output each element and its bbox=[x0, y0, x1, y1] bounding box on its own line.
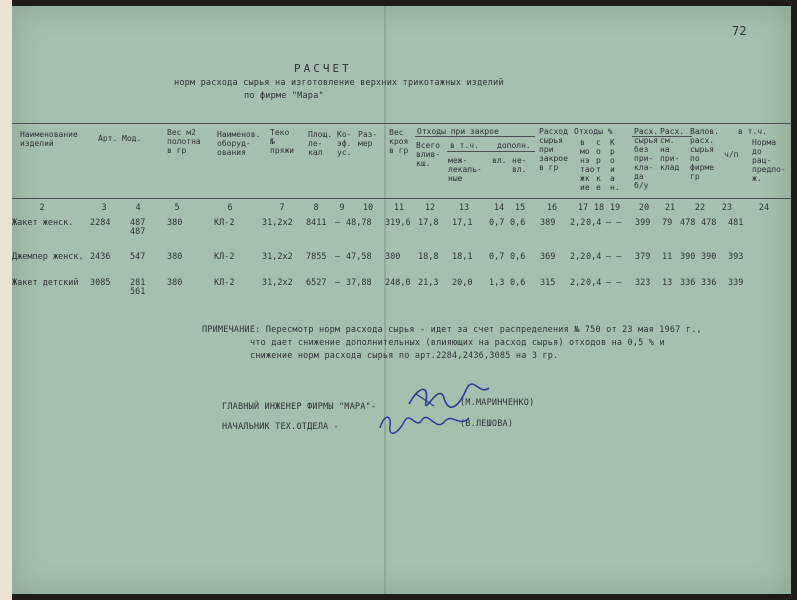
table-cell-mod: 487 bbox=[130, 227, 146, 237]
table-cell-name: Жакет детский bbox=[12, 278, 79, 288]
table-cell-c20: 379 bbox=[635, 252, 651, 262]
header-waste-sub-b: с о р т к е bbox=[596, 138, 601, 192]
table-cell-c16: 315 bbox=[540, 278, 556, 288]
table-cell-c24: 393 bbox=[728, 252, 744, 262]
header-art: Арт. bbox=[98, 134, 118, 143]
header-valov: Валов. расх. сырья по фирме гр bbox=[690, 127, 719, 181]
table-cell-c12: 21,3 bbox=[418, 278, 439, 288]
signer-2-role: НАЧАЛЬНИК ТЕХ.ОТДЕЛА - bbox=[222, 422, 339, 432]
table-cell-c22: 478 bbox=[680, 218, 696, 228]
table-cell-weight: 380 bbox=[167, 218, 183, 228]
table-cell-c22: 390 bbox=[680, 252, 696, 262]
header-rasx-bez: Расх. сырья без при- кла- да б/у bbox=[634, 127, 659, 190]
column-number: 6 bbox=[227, 203, 233, 213]
table-cell-name: Жакет женск. bbox=[12, 218, 74, 228]
table-cell-c12: 17,8 bbox=[418, 218, 439, 228]
column-number: 20 bbox=[638, 203, 650, 213]
table-cell-equip: КЛ-2 bbox=[214, 252, 235, 262]
table-cell-equip: КЛ-2 bbox=[214, 218, 235, 228]
header-coef: Ко- эф. ус. bbox=[337, 130, 352, 157]
table-cell-c14: 0,7 bbox=[489, 252, 505, 262]
table-cell-c14: 0,7 bbox=[489, 218, 505, 228]
note-line-2: что дает снижение дополнительных (влияющих на расход сырья) отходов на 0,5 % и bbox=[250, 338, 665, 348]
signer-1-role: ГЛАВНЫЙ ИНЖЕНЕР ФИРМЫ "МАРА"- bbox=[222, 402, 377, 412]
document-sheet bbox=[12, 6, 791, 594]
table-header-rule bbox=[12, 198, 791, 199]
table-cell-c18: 0,4 bbox=[586, 252, 602, 262]
note-line-1: ПРИМЕЧАНИЕ: Пересмотр норм расхода сырья - идет за счет распределения № 750 от 23 мая 1967 г., bbox=[202, 325, 702, 335]
table-cell-weight: 380 bbox=[167, 252, 183, 262]
header-consumption: Расход сырья при закрое в гр bbox=[539, 127, 568, 172]
document-title: РАСЧЕТ bbox=[294, 62, 352, 75]
note-line-3: снижение норм расхода сырья по арт.2284,2436,3085 на 3 гр. bbox=[250, 351, 559, 361]
table-cell-cutw: 248,0 bbox=[385, 278, 411, 288]
table-cell-c15: 0,6 bbox=[510, 278, 526, 288]
table-cell-c12: 18,8 bbox=[418, 252, 439, 262]
table-cell-c21: 79 bbox=[662, 218, 673, 228]
header-name: Наименование изделий bbox=[20, 130, 78, 148]
table-cell-c20: 399 bbox=[635, 218, 651, 228]
table-cell-coef: – bbox=[335, 218, 341, 228]
column-number: 11 bbox=[393, 203, 405, 213]
table-cell-area: 6527 bbox=[306, 278, 327, 288]
table-cell-c16: 389 bbox=[540, 218, 556, 228]
column-number: 12 bbox=[424, 203, 436, 213]
table-cell-c24: 481 bbox=[728, 218, 744, 228]
table-cell-cutw: 300 bbox=[385, 252, 401, 262]
table-cell-c23: 390 bbox=[701, 252, 717, 262]
signer-2-name: (В.ЛЕШОВА) bbox=[460, 419, 514, 429]
column-number: 17 bbox=[577, 203, 589, 213]
table-cell-size: 47,58 bbox=[346, 252, 372, 262]
header-mezh: меж- лекаль- ные bbox=[448, 156, 482, 183]
table-cell-c24: 339 bbox=[728, 278, 744, 288]
fold-line bbox=[384, 6, 386, 594]
column-number: 19 bbox=[609, 203, 621, 213]
table-cell-c17: 2,2 bbox=[570, 278, 586, 288]
column-number: 16 bbox=[546, 203, 558, 213]
document-subtitle: норм расхода сырья на изготовление верхних трикотажных изделий bbox=[174, 78, 504, 88]
header-incl: в т.ч. bbox=[450, 141, 479, 150]
column-number: 24 bbox=[758, 203, 770, 213]
column-number: 8 bbox=[313, 203, 319, 213]
column-number: 7 bbox=[279, 203, 285, 213]
column-number: 23 bbox=[721, 203, 733, 213]
column-number: 15 bbox=[514, 203, 526, 213]
header-waste-cut: Отходы при закрое bbox=[417, 127, 499, 136]
page-mark: 72 bbox=[732, 24, 747, 38]
column-number: 18 bbox=[593, 203, 605, 213]
header-size: Раз- мер bbox=[358, 130, 378, 148]
column-number: 13 bbox=[458, 203, 470, 213]
header-rasx-sm: Расх. см. на при- клад bbox=[660, 127, 685, 172]
header-waste-pct: Отходы % bbox=[574, 127, 613, 136]
table-cell-cutw: 319,6 bbox=[385, 218, 411, 228]
table-cell-c21: 11 bbox=[662, 252, 673, 262]
table-cell-art: 2284 bbox=[90, 218, 111, 228]
table-cell-c18: 0,4 bbox=[586, 218, 602, 228]
header-weight: Вес м2 полотна в гр bbox=[167, 128, 201, 155]
table-cell-weight: 380 bbox=[167, 278, 183, 288]
signer-1-name: (М.МАРИНЧЕНКО) bbox=[460, 398, 535, 408]
table-cell-c17: 2,2 bbox=[570, 252, 586, 262]
page-edge bbox=[0, 0, 12, 600]
header-waste-sub-c: К р о и а н. bbox=[610, 138, 620, 192]
table-cell-area: 7855 bbox=[306, 252, 327, 262]
header-norma: Норма до рац- предло- ж. bbox=[752, 138, 786, 183]
header-extra: дополн. bbox=[497, 141, 531, 150]
table-cell-yarn: 31,2х2 bbox=[262, 278, 293, 288]
header-mod: Мод. bbox=[122, 134, 142, 143]
table-cell-c15: 0,6 bbox=[510, 252, 526, 262]
table-cell-c21: 13 bbox=[662, 278, 673, 288]
table-cell-yarn: 31,2х2 bbox=[262, 252, 293, 262]
table-cell-c19: – – bbox=[606, 278, 622, 288]
table-cell-c13: 18,1 bbox=[452, 252, 473, 262]
column-number: 14 bbox=[493, 203, 505, 213]
header-nevl: не- вл. bbox=[512, 156, 527, 174]
column-number: 10 bbox=[362, 203, 374, 213]
table-cell-c18: 0,4 bbox=[586, 278, 602, 288]
column-number: 4 bbox=[135, 203, 141, 213]
column-number: 2 bbox=[39, 203, 45, 213]
table-cell-art: 2436 bbox=[90, 252, 111, 262]
subheader-rule bbox=[415, 136, 535, 137]
table-cell-equip: КЛ-2 bbox=[214, 278, 235, 288]
table-cell-mod: 281 bbox=[130, 278, 146, 288]
table-cell-c19: – – bbox=[606, 252, 622, 262]
table-cell-c17: 2,2 bbox=[570, 218, 586, 228]
header-cut-weight: Вес кроя в гр bbox=[389, 128, 409, 155]
table-cell-mod: 561 bbox=[130, 287, 146, 297]
table-cell-coef: – bbox=[335, 252, 341, 262]
table-cell-c20: 323 bbox=[635, 278, 651, 288]
table-cell-size: 48,78 bbox=[346, 218, 372, 228]
header-equipment: Наименов. оборуд- ования bbox=[217, 130, 261, 157]
table-cell-size: 37,88 bbox=[346, 278, 372, 288]
signature-2 bbox=[374, 408, 474, 438]
table-cell-coef: – bbox=[335, 278, 341, 288]
table-cell-c13: 20,0 bbox=[452, 278, 473, 288]
table-cell-c23: 478 bbox=[701, 218, 717, 228]
subheader-rule-3 bbox=[494, 151, 535, 152]
table-cell-mod: 487 bbox=[130, 218, 146, 228]
header-waste-sub-a: в мо нэ тао жк ие bbox=[580, 138, 595, 192]
header-area: Площ. ле- кал bbox=[308, 130, 333, 157]
header-yarn: Теко № пряжи bbox=[270, 128, 295, 155]
column-number: 22 bbox=[694, 203, 706, 213]
table-cell-c13: 17,1 bbox=[452, 218, 473, 228]
column-number: 21 bbox=[664, 203, 676, 213]
document-subtitle-firm: по фирме "Мара" bbox=[244, 91, 324, 101]
table-cell-c15: 0,6 bbox=[510, 218, 526, 228]
table-top-rule bbox=[12, 123, 791, 124]
table-cell-name: Джемпер женск. bbox=[12, 252, 84, 262]
header-vtch: в т.ч. bbox=[738, 127, 767, 136]
table-cell-c14: 1,3 bbox=[489, 278, 505, 288]
column-number: 5 bbox=[174, 203, 180, 213]
table-cell-art: 3085 bbox=[90, 278, 111, 288]
table-cell-c23: 336 bbox=[701, 278, 717, 288]
table-cell-yarn: 31,2х2 bbox=[262, 218, 293, 228]
header-total: Всего влив- кш. bbox=[416, 141, 441, 168]
table-cell-c19: – – bbox=[606, 218, 622, 228]
header-vl: вл. bbox=[492, 156, 507, 165]
header-chp: ч/п bbox=[724, 150, 739, 159]
table-cell-c16: 369 bbox=[540, 252, 556, 262]
column-number: 3 bbox=[101, 203, 107, 213]
column-number: 9 bbox=[339, 203, 345, 213]
table-cell-area: 8411 bbox=[306, 218, 327, 228]
table-cell-c22: 336 bbox=[680, 278, 696, 288]
table-cell-mod: 547 bbox=[130, 252, 146, 262]
